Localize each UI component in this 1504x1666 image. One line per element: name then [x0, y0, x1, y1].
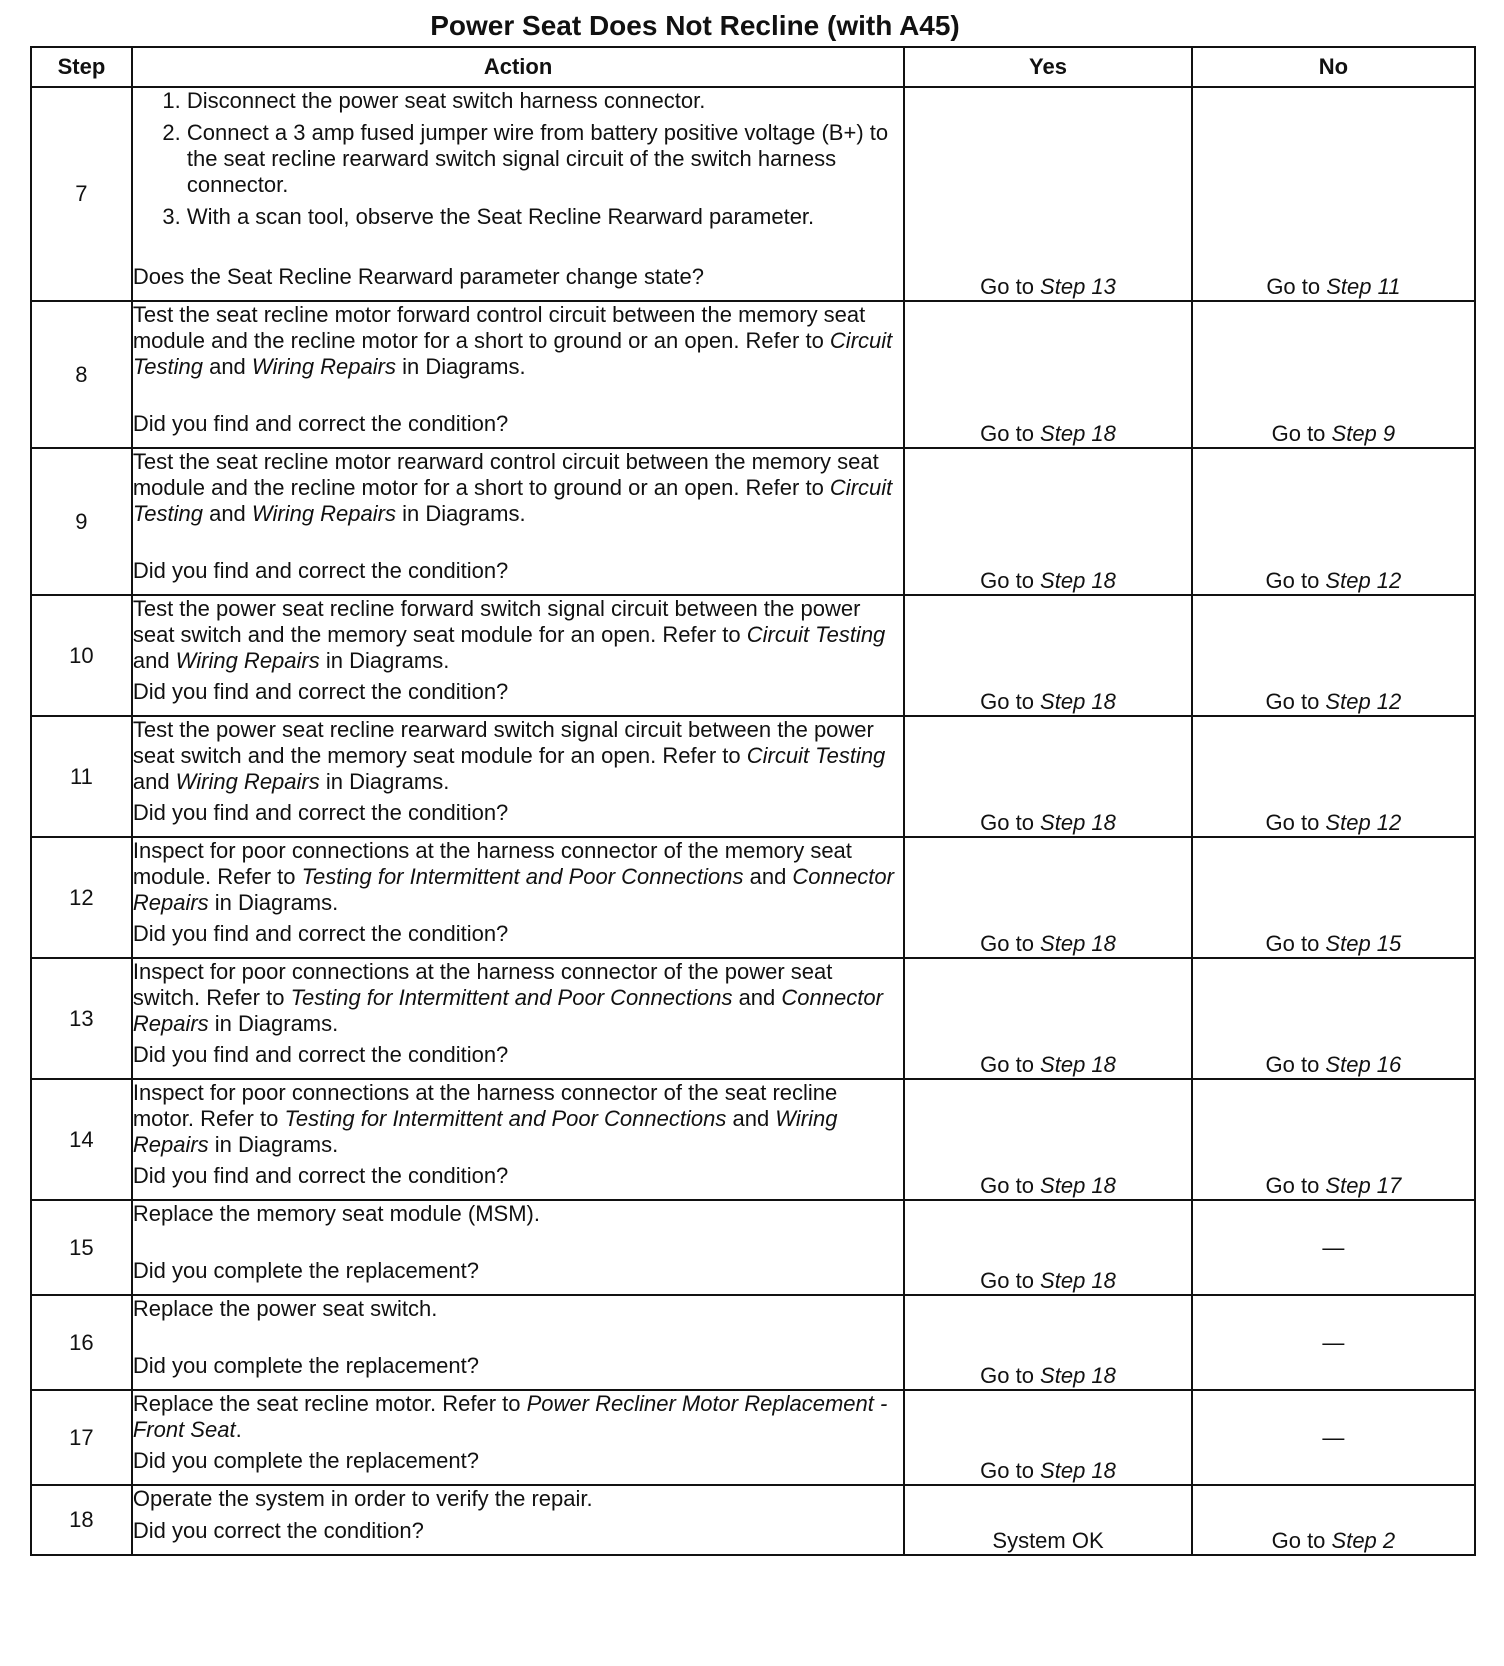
- text-run: Go to: [1265, 1173, 1326, 1198]
- reference-text: Step 18: [1040, 810, 1116, 835]
- action-question: Did you complete the replacement?: [132, 1353, 479, 1378]
- action-content: [133, 1296, 903, 1379]
- text-run: and: [732, 985, 782, 1010]
- no-result: [1192, 595, 1475, 716]
- reference-text: Testing for Intermittent and Poor Connections: [301, 864, 744, 889]
- action-instructions: [133, 449, 903, 527]
- reference-text: Step 18: [1040, 421, 1116, 446]
- action-cell: [132, 1295, 904, 1390]
- diagnostic-table: [30, 46, 1476, 1556]
- step-number: 18: [31, 1485, 132, 1555]
- no-result: [1192, 1390, 1475, 1485]
- text-run: in Diagrams.: [208, 890, 339, 915]
- action-content: [133, 1080, 903, 1189]
- reference-text: Circuit Testing: [746, 622, 886, 647]
- text-run: Test the power seat recline forward switch signal circuit between the power seat switch and the memory seat module for an open. Refer to: [132, 596, 861, 647]
- action-question: Did you correct the condition?: [132, 1518, 424, 1543]
- text-run: Go to: [1265, 810, 1326, 835]
- reference-text: Step 13: [1040, 274, 1116, 299]
- header-no: No: [1192, 47, 1475, 87]
- text-run: Go to: [1265, 931, 1326, 956]
- action-content: [133, 717, 903, 826]
- table-row: [31, 1485, 1475, 1555]
- action-question: Did you find and correct the condition?: [132, 1042, 509, 1067]
- reference-text: Step 18: [1040, 931, 1116, 956]
- yes-result: [904, 1390, 1192, 1485]
- action-cell: [132, 1200, 904, 1295]
- action-text: [133, 1296, 903, 1322]
- step-number: 11: [31, 716, 132, 837]
- reference-text: Step 16: [1325, 1052, 1402, 1077]
- no-result: [1192, 837, 1475, 958]
- text-run: and: [743, 864, 793, 889]
- table-row: [31, 301, 1475, 448]
- action-steps-list: [133, 88, 903, 230]
- text-run: in Diagrams.: [208, 1132, 339, 1157]
- text-run: in Diagrams.: [319, 648, 450, 673]
- reference-text: Connector Repairs: [132, 985, 883, 1036]
- text-run: Go to: [1265, 1052, 1326, 1077]
- text-run: Inspect for poor connections at the harness connector of the memory seat module. Refer to: [132, 838, 852, 889]
- action-instructions: [133, 1296, 903, 1322]
- text-run: Test the seat recline motor rearward control circuit between the memory seat module and the recline motor for a short to ground or an open. Refer to: [132, 449, 879, 500]
- action-instructions: [133, 1080, 903, 1158]
- action-content: [133, 1391, 903, 1474]
- text-run: Go to: [1266, 274, 1327, 299]
- text-run: and: [202, 501, 252, 526]
- action-cell: [132, 958, 904, 1079]
- text-run: in Diagrams.: [395, 501, 526, 526]
- action-question: Did you find and correct the condition?: [132, 1163, 509, 1188]
- text-run: .: [235, 1417, 242, 1442]
- reference-text: Step 17: [1325, 1173, 1402, 1198]
- action-question: Did you find and correct the condition?: [132, 800, 509, 825]
- reference-text: Step 11: [1326, 274, 1401, 299]
- yes-result: [904, 448, 1192, 595]
- text-run: Operate the system in order to verify the repair.: [132, 1486, 593, 1511]
- text-run: —: [1322, 1329, 1345, 1355]
- table-header-row: [31, 47, 1475, 87]
- action-text: [133, 959, 903, 1037]
- text-run: and: [132, 769, 176, 794]
- reference-text: Wiring Repairs: [251, 354, 396, 379]
- reference-text: Step 18: [1040, 1458, 1116, 1483]
- action-question: Did you find and correct the condition?: [132, 921, 509, 946]
- action-instructions: [133, 838, 903, 916]
- text-run: Go to: [980, 1268, 1041, 1293]
- action-content: [133, 1486, 903, 1544]
- text-run: Inspect for poor connections at the harness connector of the power seat switch. Refer to: [132, 959, 833, 1010]
- table-body: [31, 87, 1475, 1555]
- action-question: Did you complete the replacement?: [132, 1258, 479, 1283]
- step-number: 10: [31, 595, 132, 716]
- step-number: 9: [31, 448, 132, 595]
- no-result: [1192, 958, 1475, 1079]
- yes-result: [904, 1200, 1192, 1295]
- yes-result: [904, 301, 1192, 448]
- no-result: [1192, 301, 1475, 448]
- action-text: [133, 1391, 903, 1443]
- reference-text: Circuit Testing: [132, 475, 893, 526]
- action-instructions: [133, 1201, 903, 1227]
- text-run: and: [202, 354, 252, 379]
- action-text: [133, 838, 903, 916]
- text-run: Go to: [980, 568, 1041, 593]
- step-number: 15: [31, 1200, 132, 1295]
- table-row: [31, 837, 1475, 958]
- action-text: [133, 302, 903, 380]
- action-question: Did you find and correct the condition?: [132, 558, 509, 583]
- text-run: Inspect for poor connections at the harness connector of the seat recline motor. Refer to: [132, 1080, 838, 1131]
- reference-text: Power Recliner Motor Replacement - Front Seat: [132, 1391, 888, 1442]
- text-run: Test the power seat recline rearward switch signal circuit between the power seat switch and the memory seat module for an open. Refer to: [132, 717, 874, 768]
- yes-result: [904, 958, 1192, 1079]
- text-run: Replace the memory seat module (MSM).: [132, 1201, 540, 1226]
- text-run: Go to: [980, 1052, 1041, 1077]
- reference-text: Step 18: [1040, 1363, 1116, 1388]
- step-number: 13: [31, 958, 132, 1079]
- text-run: Go to: [1265, 689, 1326, 714]
- reference-text: Circuit Testing: [746, 743, 886, 768]
- no-result: [1192, 1485, 1475, 1555]
- action-cell: [132, 595, 904, 716]
- reference-text: Step 18: [1040, 1052, 1116, 1077]
- step-number: 14: [31, 1079, 132, 1200]
- yes-result: [904, 1295, 1192, 1390]
- action-instructions: [133, 717, 903, 795]
- text-run: Go to: [980, 1173, 1041, 1198]
- step-number: 7: [31, 87, 132, 301]
- action-content: [133, 88, 903, 290]
- text-run: Go to: [980, 810, 1041, 835]
- action-instructions: [133, 596, 903, 674]
- table-row: [31, 1390, 1475, 1485]
- action-step: 2. Connect a 3 amp fused jumper wire from battery positive voltage (B+) to the seat recline rearward switch signal circuit of the switch harness connector.: [187, 120, 903, 198]
- table-row: [31, 87, 1475, 301]
- text-run: and: [132, 648, 176, 673]
- action-content: [133, 1201, 903, 1284]
- step-number: 17: [31, 1390, 132, 1485]
- reference-text: Wiring Repairs: [175, 769, 320, 794]
- reference-text: Step 12: [1325, 568, 1402, 593]
- table-row: [31, 716, 1475, 837]
- text-run: —: [1322, 1234, 1345, 1260]
- no-result: [1192, 448, 1475, 595]
- table-row: [31, 448, 1475, 595]
- reference-text: Step 9: [1331, 421, 1396, 446]
- reference-text: Testing for Intermittent and Poor Connections: [284, 1106, 727, 1131]
- action-text: [133, 596, 903, 674]
- action-text: [133, 1080, 903, 1158]
- text-run: Go to: [1271, 421, 1332, 446]
- action-cell: [132, 301, 904, 448]
- text-run: Go to: [980, 1363, 1041, 1388]
- text-run: Go to: [980, 274, 1041, 299]
- action-cell: [132, 1079, 904, 1200]
- text-run: Replace the power seat switch.: [132, 1296, 438, 1321]
- action-question: Did you complete the replacement?: [132, 1448, 479, 1473]
- action-cell: [132, 716, 904, 837]
- action-cell: [132, 1485, 904, 1555]
- text-run: Go to: [980, 689, 1041, 714]
- text-run: Go to: [1271, 1528, 1332, 1553]
- action-question: Did you find and correct the condition?: [132, 679, 509, 704]
- page-title: Power Seat Does Not Recline (with A45): [430, 10, 960, 41]
- reference-text: Step 2: [1331, 1528, 1396, 1553]
- text-run: in Diagrams.: [208, 1011, 339, 1036]
- step-number: 16: [31, 1295, 132, 1390]
- text-run: Go to: [980, 931, 1041, 956]
- yes-result: [904, 837, 1192, 958]
- header-yes: Yes: [904, 47, 1192, 87]
- text-run: Replace the seat recline motor. Refer to: [132, 1391, 527, 1416]
- reference-text: Wiring Repairs: [175, 648, 320, 673]
- yes-result: [904, 1485, 1192, 1555]
- table-row: [31, 1200, 1475, 1295]
- action-instructions: [133, 1486, 903, 1512]
- header-action: Action: [132, 47, 904, 87]
- yes-result: [904, 716, 1192, 837]
- action-content: [133, 449, 903, 584]
- action-text: [133, 717, 903, 795]
- action-question: Does the Seat Recline Rearward parameter change state?: [132, 264, 704, 289]
- reference-text: Wiring Repairs: [132, 1106, 838, 1157]
- action-instructions: [133, 959, 903, 1037]
- step-number: 8: [31, 301, 132, 448]
- text-run: —: [1322, 1424, 1345, 1450]
- action-cell: [132, 448, 904, 595]
- action-cell: [132, 1390, 904, 1485]
- no-result: [1192, 1200, 1475, 1295]
- yes-result: [904, 1079, 1192, 1200]
- action-instructions: [133, 302, 903, 380]
- text-run: in Diagrams.: [395, 354, 526, 379]
- action-text: [133, 449, 903, 527]
- action-text: [133, 1486, 903, 1512]
- text-run: Go to: [980, 1458, 1041, 1483]
- text-run: Go to: [980, 421, 1041, 446]
- text-run: System OK: [992, 1528, 1104, 1553]
- no-result: [1192, 1295, 1475, 1390]
- no-result: [1192, 1079, 1475, 1200]
- reference-text: Step 18: [1040, 1173, 1116, 1198]
- table-row: [31, 595, 1475, 716]
- action-content: [133, 838, 903, 947]
- reference-text: Step 18: [1040, 568, 1116, 593]
- action-step: 1. Disconnect the power seat switch harness connector.: [187, 88, 903, 114]
- yes-result: [904, 87, 1192, 301]
- action-instructions: [133, 1391, 903, 1443]
- yes-result: [904, 595, 1192, 716]
- action-step: 3. With a scan tool, observe the Seat Recline Rearward parameter.: [187, 204, 903, 230]
- reference-text: Step 12: [1325, 689, 1402, 714]
- reference-text: Testing for Intermittent and Poor Connections: [290, 985, 733, 1010]
- text-run: Go to: [1265, 568, 1326, 593]
- text-run: Test the seat recline motor forward control circuit between the memory seat module and the recline motor for a short to ground or an open. Refer to: [132, 302, 866, 353]
- reference-text: Step 18: [1040, 689, 1116, 714]
- action-instructions: [133, 88, 903, 236]
- table-row: [31, 1295, 1475, 1390]
- action-content: [133, 302, 903, 437]
- no-result: [1192, 87, 1475, 301]
- reference-text: Connector Repairs: [132, 864, 894, 915]
- action-content: [133, 959, 903, 1068]
- action-cell: [132, 837, 904, 958]
- table-row: [31, 1079, 1475, 1200]
- no-result: [1192, 716, 1475, 837]
- text-run: and: [726, 1106, 776, 1131]
- action-text: [133, 1201, 903, 1227]
- reference-text: Step 12: [1325, 810, 1402, 835]
- step-number: 12: [31, 837, 132, 958]
- action-cell: [132, 87, 904, 301]
- header-step: Step: [31, 47, 132, 87]
- action-content: [133, 596, 903, 705]
- action-question: Did you find and correct the condition?: [132, 411, 509, 436]
- reference-text: Wiring Repairs: [251, 501, 396, 526]
- table-row: [31, 958, 1475, 1079]
- text-run: in Diagrams.: [319, 769, 450, 794]
- reference-text: Circuit Testing: [132, 328, 893, 379]
- reference-text: Step 15: [1325, 931, 1402, 956]
- reference-text: Step 18: [1040, 1268, 1116, 1293]
